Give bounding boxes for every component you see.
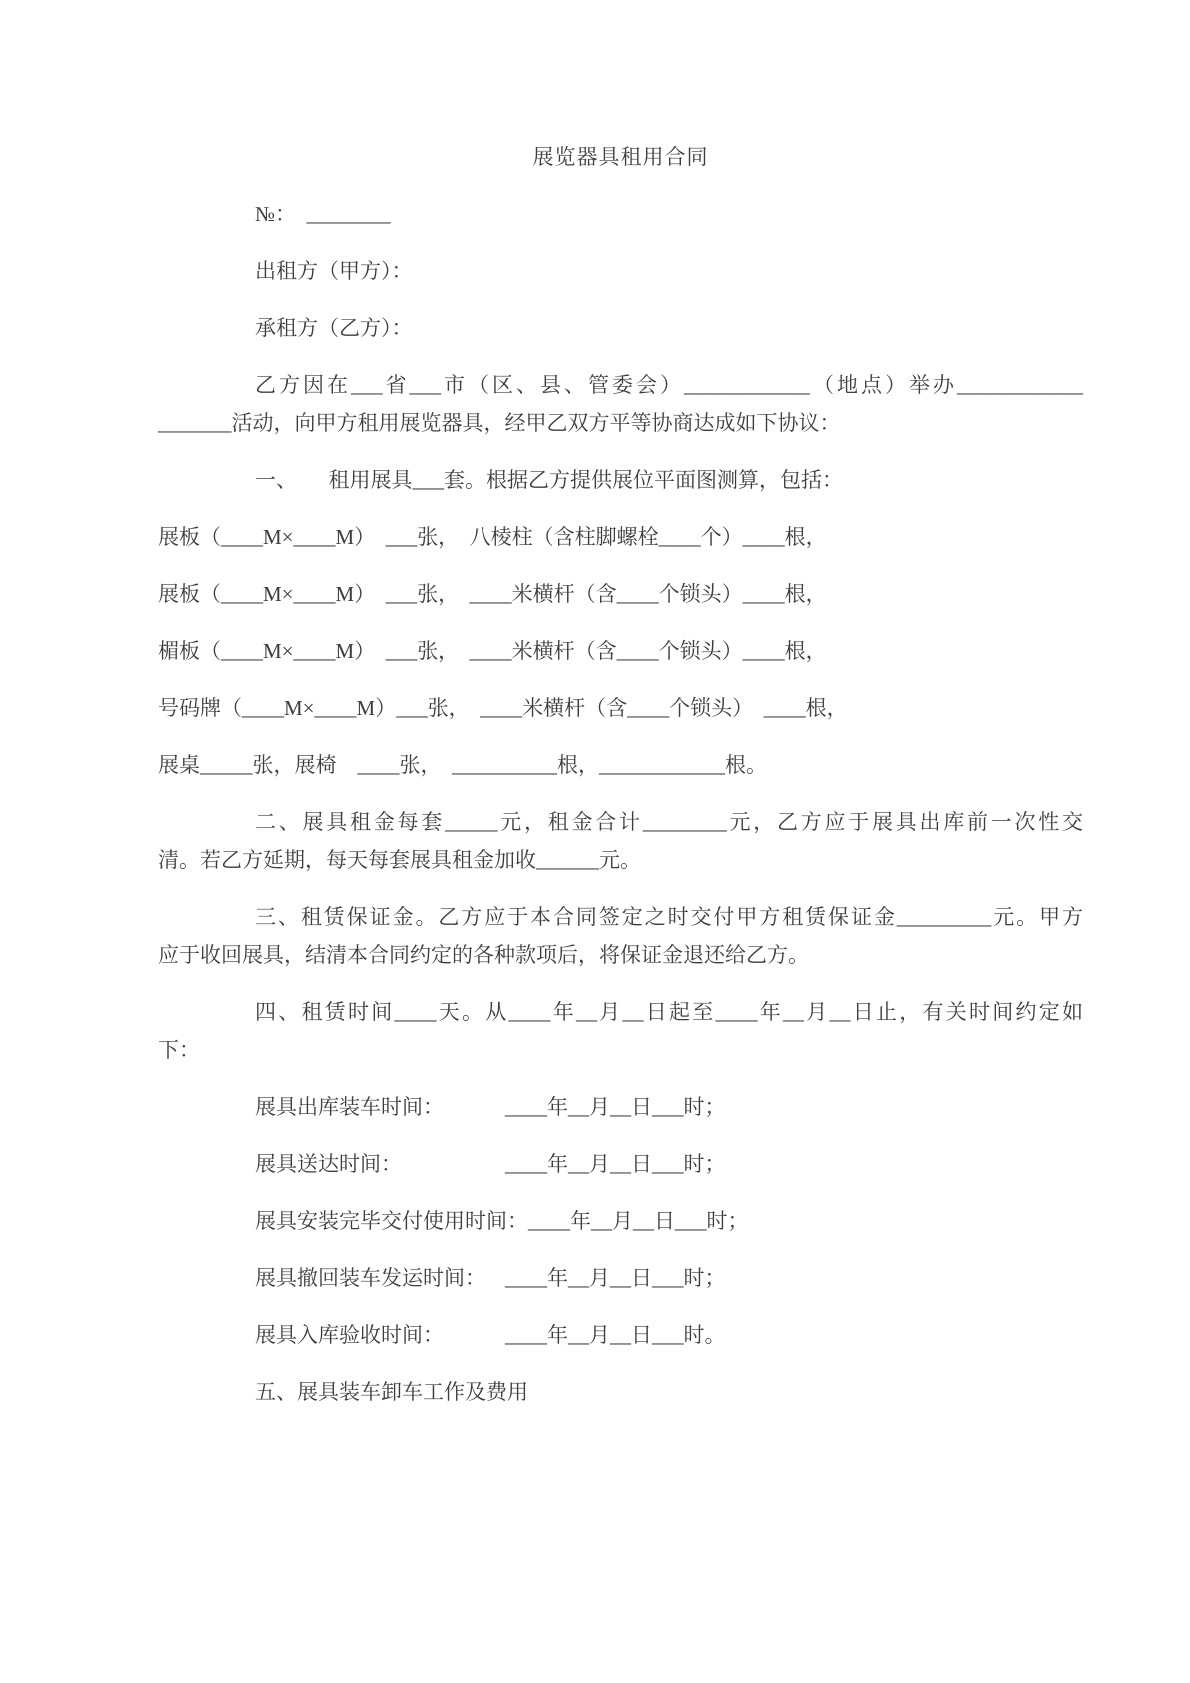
- schedule-label-retrieval: 展具撤回装车发运时间：: [255, 1266, 486, 1290]
- clause4-paragraph: [158, 993, 1083, 1069]
- schedule-label-install: 展具安装完毕交付使用时间：: [255, 1209, 528, 1233]
- clause4-line-2: 下：: [158, 1038, 200, 1062]
- clause1-item-number-plate: 号码牌（____M×____M）___张， ____米横杆（含____个锁头） ____根，: [158, 696, 848, 720]
- clause2-line-1: 二、展具租金每套_____元，租金合计________元，乙方应于展具出库前一次性交: [255, 810, 1083, 834]
- clause2-paragraph: [158, 803, 1083, 879]
- clause3-line-2: 应于收回展具，结清本合同约定的各种款项后，将保证金退还给乙方。: [158, 943, 809, 967]
- contract-content: [158, 138, 1083, 1430]
- schedule-label-inspection: 展具入库验收时间：: [255, 1323, 444, 1347]
- schedule-label-delivery: 展具送达时间：: [255, 1152, 402, 1176]
- clause1-heading: 一、 租用展具___套。根据乙方提供展位平面图测算，包括：: [255, 468, 843, 492]
- schedule-value-retrieval: ____年__月__日___时；: [505, 1266, 726, 1290]
- intro-line-1: 乙方因在___省___市（区、县、管委会）____________（地点）举办____________: [255, 373, 1083, 397]
- clause5-heading: 五、展具装车卸车工作及费用: [255, 1380, 528, 1404]
- schedule-value-loadout: ____年__月__日___时；: [505, 1095, 726, 1119]
- clause1-item-fascia: 楣板（____M×____M） ___张， ____米横杆（含____个锁头）____根，: [158, 639, 827, 663]
- clause1-item-table-chair: 展桌_____张，展椅 ____张， __________根，____________根。: [158, 753, 767, 777]
- schedule-row-retrieval: [158, 1259, 1083, 1297]
- schedule-row-delivery: [158, 1145, 1083, 1183]
- schedule-row-install: [158, 1202, 1083, 1240]
- schedule-row-inspection: [158, 1316, 1083, 1354]
- clause3-paragraph: [158, 898, 1083, 974]
- schedule-row-loadout: [158, 1088, 1083, 1126]
- clause4-line-1: 四、租赁时间____天。从____年__月__日起至____年__月__日止，有关时间约定如: [255, 1000, 1083, 1024]
- intro-paragraph: [158, 366, 1083, 442]
- clause3-line-1: 三、租赁保证金。乙方应于本合同签定之时交付甲方租赁保证金_________元。甲方: [255, 905, 1083, 929]
- document-title: 展览器具租用合同: [532, 145, 709, 169]
- schedule-value-inspection: ____年__月__日___时。: [505, 1323, 726, 1347]
- contract-number-line: №： ________: [255, 202, 391, 226]
- schedule-value-delivery: ____年__月__日___时；: [505, 1152, 726, 1176]
- clause1-item-panel-1: 展板（____M×____M） ___张， 八棱柱（含柱脚螺栓____个）____根，: [158, 525, 827, 549]
- lessee-party-line: 承租方（乙方）：: [255, 316, 413, 340]
- intro-line-2: _______活动，向甲方租用展览器具，经甲乙双方平等协商达成如下协议：: [158, 411, 841, 435]
- lessor-party-line: 出租方（甲方）：: [255, 259, 413, 283]
- schedule-label-loadout: 展具出库装车时间：: [255, 1095, 444, 1119]
- clause1-item-panel-2: 展板（____M×____M） ___张， ____米横杆（含____个锁头）____根，: [158, 582, 827, 606]
- schedule-value-install: ____年__月__日___时；: [528, 1209, 749, 1233]
- clause2-line-2: 清。若乙方延期，每天每套展具租金加收______元。: [158, 848, 641, 872]
